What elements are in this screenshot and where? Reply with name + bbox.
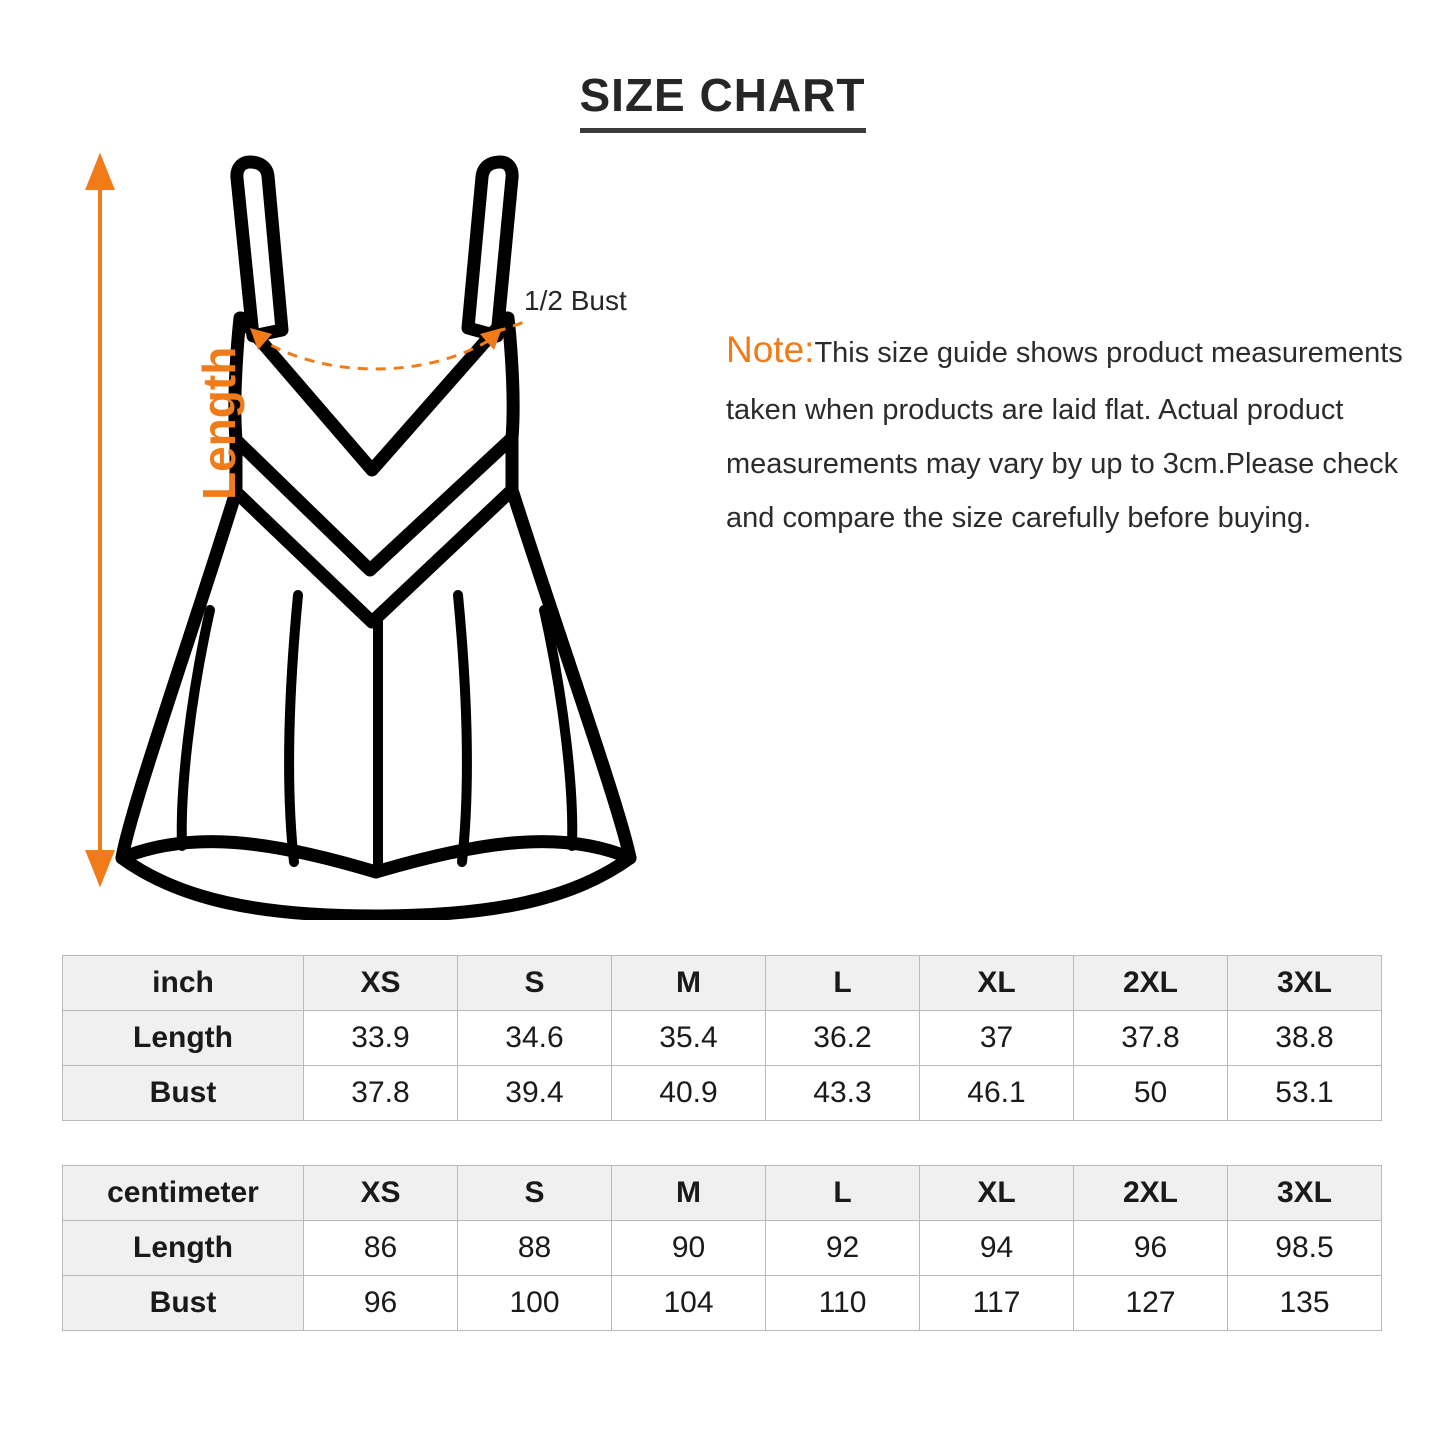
unit-label-centimeter: centimeter — [63, 1166, 304, 1221]
cell-bust-inch-m: 40.9 — [612, 1066, 766, 1121]
table-header-row — [63, 1166, 1382, 1221]
cell-length-cm-m: 90 — [612, 1221, 766, 1276]
cell-length-cm-s: 88 — [458, 1221, 612, 1276]
cell-bust-inch-3xl: 53.1 — [1228, 1066, 1382, 1121]
size-table-inch — [62, 955, 1382, 1121]
cell-length-cm-l: 92 — [766, 1221, 920, 1276]
size-header-cm-l: L — [766, 1166, 920, 1221]
size-header-cm-xl: XL — [920, 1166, 1074, 1221]
size-header-cm-2xl: 2XL — [1074, 1166, 1228, 1221]
cell-length-cm-2xl: 96 — [1074, 1221, 1228, 1276]
size-header-xl: XL — [920, 956, 1074, 1011]
cell-length-cm-xs: 86 — [304, 1221, 458, 1276]
unit-label-inch: inch — [63, 956, 304, 1011]
note-text: This size guide shows product measurements taken when products are laid flat. Actual product measurements may vary by up to 3cm.Please check and compare the size carefully before buying. — [726, 337, 1403, 534]
size-header-xs: XS — [304, 956, 458, 1011]
cell-length-inch-s: 34.6 — [458, 1011, 612, 1066]
note-lead-label: Note: — [726, 329, 815, 370]
size-header-cm-xs: XS — [304, 1166, 458, 1221]
length-arrow — [88, 158, 112, 882]
length-dimension-label: Length — [193, 346, 245, 500]
row-label-bust-cm: Bust — [63, 1276, 304, 1331]
dress-diagram-svg — [60, 140, 700, 920]
cell-length-inch-3xl: 38.8 — [1228, 1011, 1382, 1066]
size-header-l: L — [766, 956, 920, 1011]
cell-bust-inch-xl: 46.1 — [920, 1066, 1074, 1121]
size-header-cm-3xl: 3XL — [1228, 1166, 1382, 1221]
cell-length-inch-xs: 33.9 — [304, 1011, 458, 1066]
size-header-2xl: 2XL — [1074, 956, 1228, 1011]
cell-bust-cm-s: 100 — [458, 1276, 612, 1331]
cell-length-inch-l: 36.2 — [766, 1011, 920, 1066]
size-header-cm-s: S — [458, 1166, 612, 1221]
page-title: SIZE CHART — [580, 68, 866, 133]
cell-length-inch-xl: 37 — [920, 1011, 1074, 1066]
size-header-m: M — [612, 956, 766, 1011]
cell-bust-cm-xl: 117 — [920, 1276, 1074, 1331]
page-title-container — [0, 68, 1445, 133]
cell-bust-cm-m: 104 — [612, 1276, 766, 1331]
row-label-bust-inch: Bust — [63, 1066, 304, 1121]
skirt-pleat-lines — [182, 595, 573, 870]
cell-bust-cm-2xl: 127 — [1074, 1276, 1228, 1331]
bust-dimension-label: 1/2 Bust — [524, 285, 627, 316]
cell-length-cm-3xl: 98.5 — [1228, 1221, 1382, 1276]
cell-length-inch-2xl: 37.8 — [1074, 1011, 1228, 1066]
cell-length-cm-xl: 94 — [920, 1221, 1074, 1276]
table-row — [63, 1011, 1382, 1066]
cell-bust-inch-s: 39.4 — [458, 1066, 612, 1121]
cell-length-inch-m: 35.4 — [612, 1011, 766, 1066]
row-label-length-cm: Length — [63, 1221, 304, 1276]
size-header-s: S — [458, 956, 612, 1011]
table-header-row — [63, 956, 1382, 1011]
cell-bust-inch-xs: 37.8 — [304, 1066, 458, 1121]
garment-illustration — [60, 140, 700, 920]
table-row — [63, 1221, 1382, 1276]
cell-bust-inch-l: 43.3 — [766, 1066, 920, 1121]
cell-bust-cm-l: 110 — [766, 1276, 920, 1331]
cell-bust-cm-xs: 96 — [304, 1276, 458, 1331]
size-header-3xl: 3XL — [1228, 956, 1382, 1011]
size-table-centimeter — [62, 1165, 1382, 1331]
table-row — [63, 1276, 1382, 1331]
size-header-cm-m: M — [612, 1166, 766, 1221]
row-label-length-inch: Length — [63, 1011, 304, 1066]
cell-bust-inch-2xl: 50 — [1074, 1066, 1228, 1121]
note-block — [726, 316, 1404, 545]
table-row — [63, 1066, 1382, 1121]
cell-bust-cm-3xl: 135 — [1228, 1276, 1382, 1331]
